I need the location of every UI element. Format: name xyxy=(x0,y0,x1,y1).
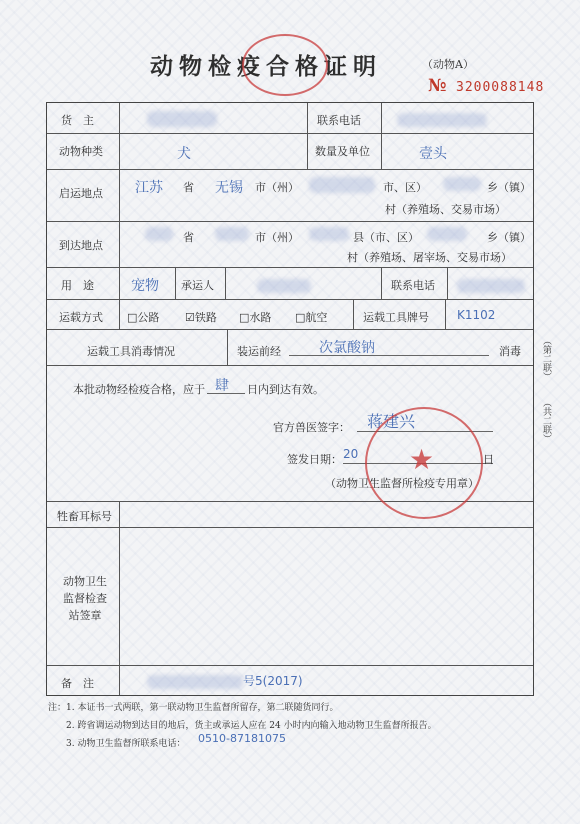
usage-value: 宠物 xyxy=(131,278,159,294)
origin-city-unit: 市（州） xyxy=(255,181,299,194)
dest-town-unit: 乡（镇） xyxy=(487,231,531,244)
origin-city: 无锡 xyxy=(215,180,243,196)
top-seal xyxy=(242,34,328,96)
dest-village-unit: 村（养殖场、屠宰场、交易市场） xyxy=(347,251,512,264)
official-seal xyxy=(365,407,483,519)
disinfect-after: 消毒 xyxy=(499,345,521,358)
validity-days: 肆 xyxy=(215,378,229,394)
disinfect-agent: 次氯酸钠 xyxy=(319,340,375,356)
seal-note: （动物卫生监督所检疫专用章） xyxy=(325,477,479,490)
species-value: 犬 xyxy=(177,146,191,162)
form-subtitle: （动物A） xyxy=(422,58,474,71)
note-3: 3. 动物卫生监督所联系电话： xyxy=(66,739,186,749)
origin-district-unit: 市、区） xyxy=(383,181,427,194)
phone-redacted xyxy=(397,113,487,127)
dest-city-unit: 市（州） xyxy=(255,231,299,244)
origin-label: 启运地点 xyxy=(59,187,103,200)
owner-label: 货 主 xyxy=(61,114,94,127)
disinfect-before: 装运前经 xyxy=(237,345,281,358)
destination-label: 到达地点 xyxy=(59,239,103,252)
page-title: 动物检疫合格证明 xyxy=(150,53,382,80)
species-label: 动物种类 xyxy=(59,145,103,158)
station-sign-label: 动物卫生 监督检查 站签章 xyxy=(63,575,107,622)
validity-suffix: 日内到达有效。 xyxy=(247,383,324,396)
vet-signature: 蒋建兴 xyxy=(367,412,416,431)
origin-town-unit: 乡（镇） xyxy=(487,181,531,194)
dest-province-unit: 省 xyxy=(183,231,194,244)
phone-label: 联系电话 xyxy=(317,114,361,127)
transport-label: 运载方式 xyxy=(59,311,103,324)
origin-district-redacted xyxy=(309,177,375,193)
vet-sign-label: 官方兽医签字： xyxy=(273,421,350,434)
remark-label: 备 注 xyxy=(61,677,94,690)
vehicle-no-label: 运载工具牌号 xyxy=(363,311,429,324)
origin-town-redacted xyxy=(443,177,481,191)
carrier-label: 承运人 xyxy=(181,279,214,292)
serial-label: № xyxy=(428,76,447,96)
issue-date-value: 20 xyxy=(343,447,359,461)
usage-label: 用 途 xyxy=(61,279,94,292)
origin-village-unit: 村（养殖场、交易市场） xyxy=(385,203,506,216)
ear-tag-label: 牲畜耳标号 xyxy=(57,510,112,523)
transport-water-option[interactable]: □水路 xyxy=(239,311,272,324)
origin-province-unit: 省 xyxy=(183,181,194,194)
quantity-value: 壹头 xyxy=(419,146,447,162)
copy-total: （共二联） xyxy=(541,398,551,443)
note-1: 注：1. 本证书一式两联，第一联动物卫生监督所留存，第二联随货同行。 xyxy=(48,703,339,713)
remark-redacted xyxy=(147,675,243,689)
note-2: 2. 跨省调运动物到达目的地后，货主或承运人应在 24 小时内向输入地动物卫生监督所报告。 xyxy=(66,721,437,731)
remark-value: 号5(2017) xyxy=(243,674,303,688)
quantity-label: 数量及单位 xyxy=(315,145,370,158)
carrier-redacted xyxy=(257,279,311,293)
dest-county-unit: 县（市、区） xyxy=(353,231,419,244)
origin-province: 江苏 xyxy=(135,180,163,196)
vehicle-no-value: K1102 xyxy=(457,308,496,322)
seal-star-icon: ★ xyxy=(409,443,435,476)
dest-county-redacted xyxy=(309,227,349,241)
disinfect-label: 运载工具消毒情况 xyxy=(87,345,175,358)
carrier-phone-redacted xyxy=(457,279,525,293)
transport-air-option[interactable]: □航空 xyxy=(295,311,328,324)
issue-date-label: 签发日期： xyxy=(287,453,342,466)
owner-redacted xyxy=(147,111,217,127)
issue-date-day: 日 xyxy=(483,453,494,466)
station-phone: 0510-87181075 xyxy=(198,732,286,745)
carrier-phone-label: 联系电话 xyxy=(391,279,435,292)
serial-number: 3200088148 xyxy=(456,80,545,95)
transport-rail-option[interactable]: ☑铁路 xyxy=(185,311,217,324)
certificate-form xyxy=(46,102,534,696)
transport-road-option[interactable]: □公路 xyxy=(127,311,160,324)
copy-number: （第二联） xyxy=(541,336,551,381)
validity-prefix: 本批动物经检疫合格，应于 xyxy=(73,383,205,396)
dest-province-redacted xyxy=(145,227,173,241)
dest-city-redacted xyxy=(215,227,249,241)
dest-town-redacted xyxy=(427,227,467,241)
